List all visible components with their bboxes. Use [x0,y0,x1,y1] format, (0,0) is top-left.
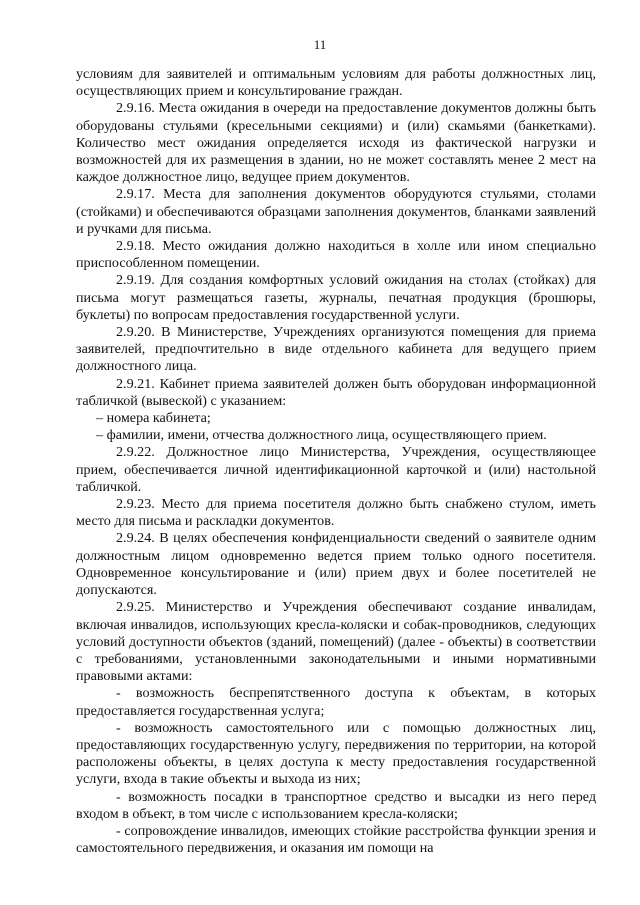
list-item: – номера кабинета; [96,410,211,427]
paragraph-continuation: условиям для заявителей и оптимальным условиям для работы должностных лиц, осуществляющих прием и консультирование граждан. [76,66,596,100]
paragraph-2-9-25: 2.9.25. Министерство и Учреждения обеспечивают создание инвалидам, включая инвалидов, использующих кресла-коляски и собак-проводников, следующих условий доступности объектов (зданий, помещений) (далее - объекты) в соответствии с требованиями, установленными законодательными и иными нормативными правовыми актами: [76,599,596,685]
list-item: – фамилии, имени, отчества должностного лица, осуществляющего прием. [96,427,547,444]
paragraph-2-9-22: 2.9.22. Должностное лицо Министерства, Учреждения, осуществляющее прием, обеспечивается личной идентификационной карточкой и (или) настольной табличкой. [76,444,596,495]
paragraph-2-9-16: 2.9.16. Места ожидания в очереди на предоставление документов должны быть оборудованы стульями (кресельными секциями) и (или) скамьями (банкетками). Количество мест ожидания определяется исходя из фактической нагрузки и возможностей для их размещения в здании, но не может составлять менее 2 мест на каждое должностное лицо, ведущее прием документов. [76,100,596,186]
paragraph-2-9-19: 2.9.19. Для создания комфортных условий ожидания на столах (стойках) для письма могут размещаться газеты, журналы, печатная продукция (брошюры, буклеты) по вопросам предоставления государственной услуги. [76,272,596,323]
paragraph-2-9-20: 2.9.20. В Министерстве, Учреждениях организуются помещения для приема заявителей, предпочтительно в виде отдельного кабинета для ведущего прием должностного лица. [76,324,596,375]
list-item: - возможность беспрепятственного доступа к объектам, в которых предоставляется государственная услуга; [76,685,596,719]
page-number: 11 [313,37,327,52]
paragraph-2-9-18: 2.9.18. Место ожидания должно находиться в холле или ином специально приспособленном помещении. [76,238,596,272]
list-item: - возможность самостоятельного или с помощью должностных лиц, предоставляющих государственную услугу, передвижения по территории, на которой расположены объекты, в целях доступа к месту предоставления государственной услуги, входа в такие объекты и выхода из них; [76,719,596,788]
paragraph-2-9-21: 2.9.21. Кабинет приема заявителей должен быть оборудован информационной табличкой (вывеской) с указанием: [76,375,596,409]
paragraph-2-9-17: 2.9.17. Места для заполнения документов оборудуются стульями, столами (стойками) и обеспечиваются образцами заполнения документов, бланками заявлений и ручками для письма. [76,186,596,237]
list-item: - возможность посадки в транспортное средство и высадки из него перед входом в объект, в том числе с использованием кресла-коляски; [76,788,596,822]
list-item: - сопровождение инвалидов, имеющих стойкие расстройства функции зрения и самостоятельного передвижения, и оказания им помощи на [76,822,596,857]
paragraph-2-9-24: 2.9.24. В целях обеспечения конфиденциальности сведений о заявителе одним должностным лицом одновременно ведется прием только одного посетителя. Одновременное консультирование и (или) прием двух и более посетителей не допускаются. [76,530,596,599]
paragraph-2-9-23: 2.9.23. Место для приема посетителя должно быть снабжено стулом, иметь место для письма и раскладки документов. [76,496,596,530]
body-text [76,66,596,857]
